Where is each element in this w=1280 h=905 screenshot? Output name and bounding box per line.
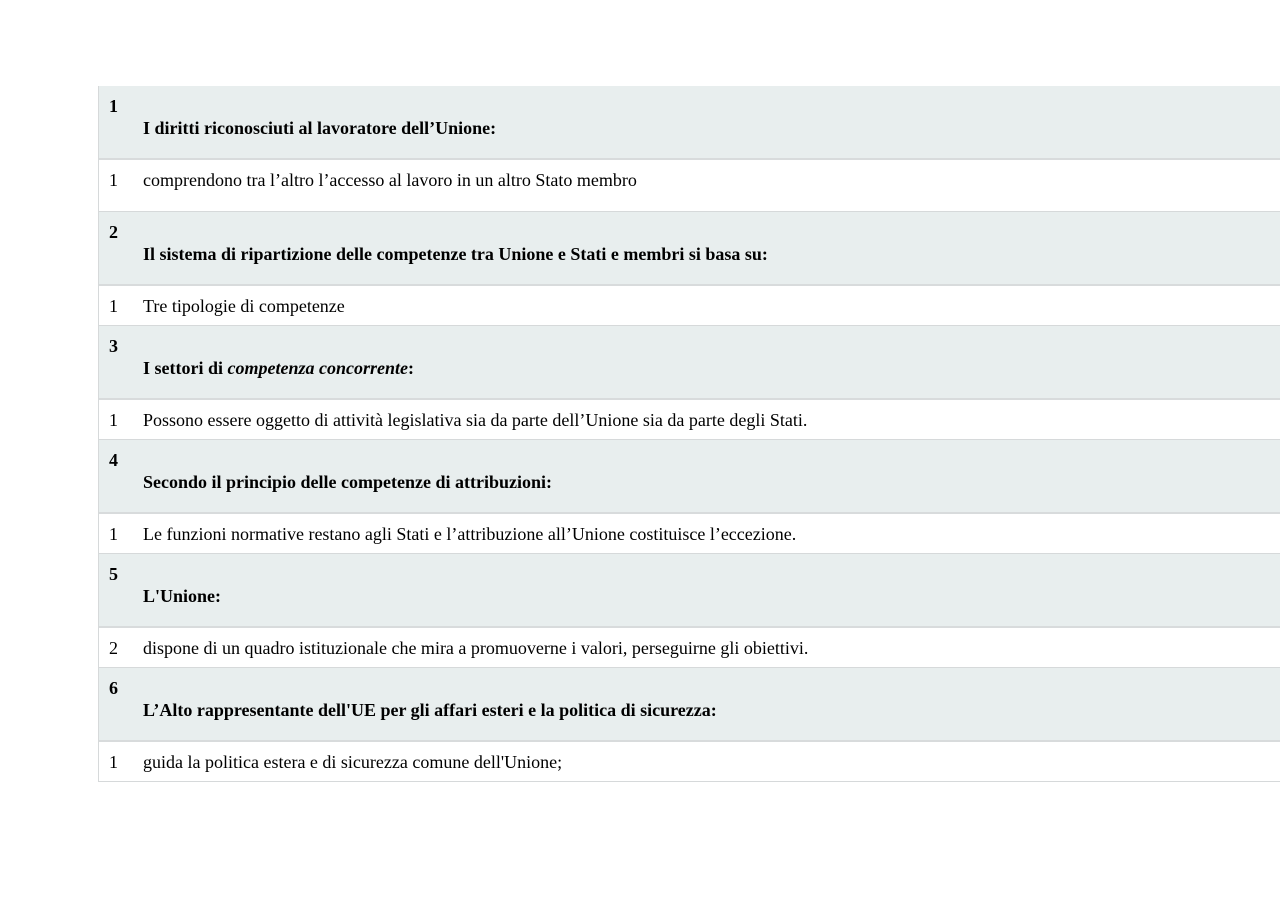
- question-row: [99, 326, 1280, 400]
- question-text: Il sistema di ripartizione delle competenze tra Unione e Stati e membri si basa su:: [143, 244, 768, 264]
- question-text-italic: competenza concorrente: [227, 358, 408, 378]
- question-row: [99, 554, 1280, 628]
- question-number: 1: [109, 96, 118, 116]
- question-text: L'Unione:: [143, 586, 222, 606]
- answer-row: [99, 742, 1280, 782]
- question-row: [99, 668, 1280, 742]
- answer-text: dispone di un quadro istituzionale che mira a promuoverne i valori, perseguirne gli obiettivi.: [143, 638, 809, 658]
- question-row: [99, 86, 1280, 160]
- question-text-prefix: I settori di: [143, 358, 228, 378]
- question-row: [99, 212, 1280, 286]
- question-text: [143, 358, 414, 379]
- question-text: I diritti riconosciuti al lavoratore dell’Unione:: [143, 118, 497, 138]
- answer-row: [99, 400, 1280, 440]
- quiz-table: [98, 86, 1280, 782]
- answer-number: 1: [109, 524, 118, 544]
- answer-number: 1: [109, 752, 118, 772]
- answer-text: Le funzioni normative restano agli Stati e l’attribuzione all’Unione costituisce l’eccezione.: [143, 524, 797, 544]
- answer-text: comprendono tra l’altro l’accesso al lavoro in un altro Stato membro: [143, 170, 637, 190]
- answer-row: [99, 160, 1280, 212]
- answer-number: 1: [109, 410, 118, 430]
- answer-row: [99, 628, 1280, 668]
- question-text: Secondo il principio delle competenze di attribuzioni:: [143, 472, 552, 492]
- answer-number: 2: [109, 638, 118, 658]
- answer-row: [99, 286, 1280, 326]
- answer-row: [99, 514, 1280, 554]
- answer-number: 1: [109, 296, 118, 316]
- question-row: [99, 440, 1280, 514]
- answer-text: Tre tipologie di competenze: [143, 296, 345, 316]
- question-number: 5: [109, 564, 118, 584]
- question-number: 4: [109, 450, 118, 470]
- answer-text: guida la politica estera e di sicurezza comune dell'Unione;: [143, 752, 563, 772]
- answer-number: 1: [109, 170, 118, 190]
- question-number: 3: [109, 336, 118, 356]
- question-text-suffix: :: [407, 358, 414, 378]
- question-text: L’Alto rappresentante dell'UE per gli affari esteri e la politica di sicurezza:: [143, 700, 717, 720]
- answer-text: Possono essere oggetto di attività legislativa sia da parte dell’Unione sia da parte degli Stati.: [143, 410, 808, 430]
- question-number: 2: [109, 222, 118, 242]
- question-number: 6: [109, 678, 118, 698]
